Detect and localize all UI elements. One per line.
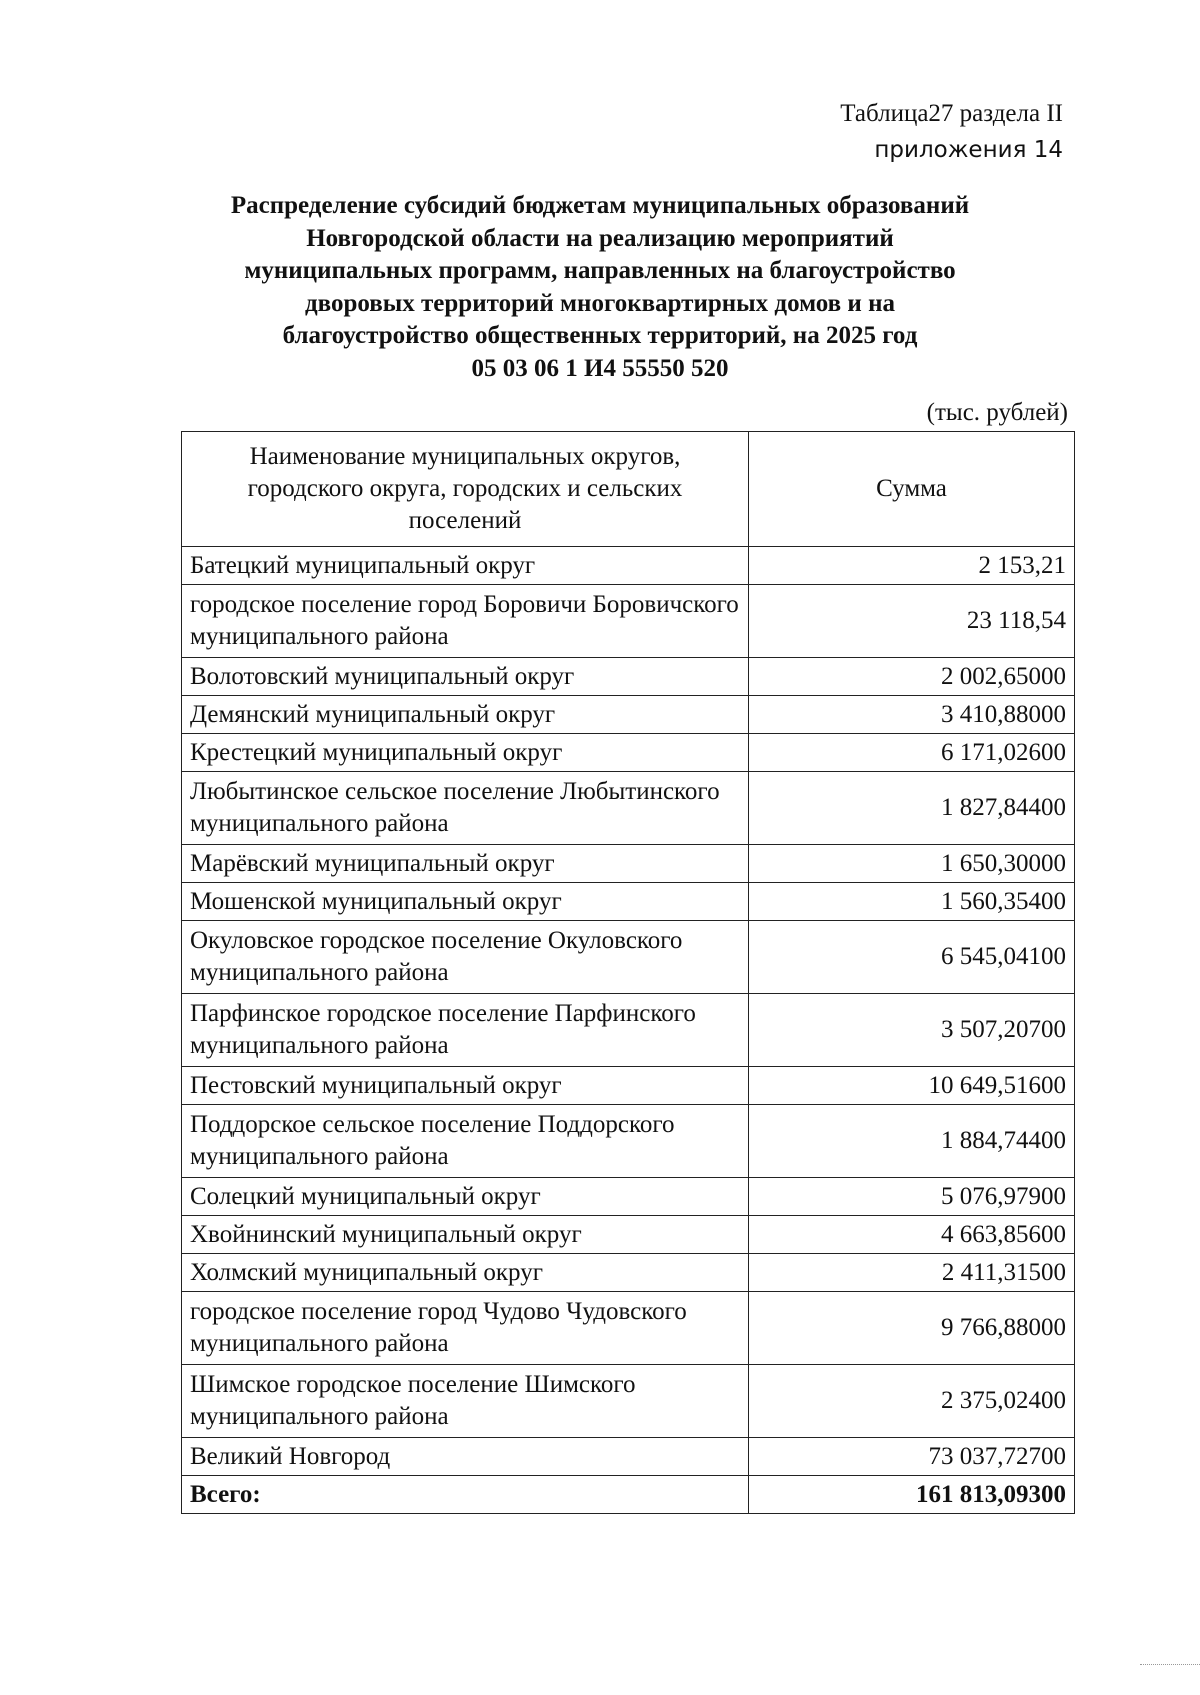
title-line: муниципальных программ, направленных на благоустройство xyxy=(244,257,956,284)
header-name: Наименование муниципальных округов, городского округа, городских и сельских поселений xyxy=(182,432,749,547)
row-name: Батецкий муниципальный округ xyxy=(182,547,749,585)
row-sum: 2 411,31500 xyxy=(749,1254,1075,1292)
title-line: Распределение субсидий бюджетам муниципальных образований xyxy=(230,192,970,219)
table-row xyxy=(182,772,1075,845)
table-row xyxy=(182,585,1075,658)
row-sum: 2 375,02400 xyxy=(749,1365,1075,1438)
table-header-row xyxy=(182,432,1075,547)
row-sum: 9 766,88000 xyxy=(749,1292,1075,1365)
total-row xyxy=(182,1476,1075,1514)
row-name: Великий Новгород xyxy=(182,1438,749,1476)
row-name: Волотовский муниципальный округ xyxy=(182,658,749,696)
row-sum: 1 560,35400 xyxy=(749,883,1075,921)
title-line: благоустройство общественных территорий, на 2025 год xyxy=(282,322,918,349)
table-reference xyxy=(840,96,1063,168)
row-name: Мошенской муниципальный округ xyxy=(182,883,749,921)
row-sum: 6 171,02600 xyxy=(749,734,1075,772)
row-sum: 1 650,30000 xyxy=(749,845,1075,883)
row-sum: 3 410,88000 xyxy=(749,696,1075,734)
row-name: Демянский муниципальный округ xyxy=(182,696,749,734)
title-line: дворовых территорий многоквартирных домов и на xyxy=(305,289,895,317)
table-row xyxy=(182,883,1075,921)
table-row xyxy=(182,1067,1075,1105)
row-name: Окуловское городское поселение Окуловского муниципального района xyxy=(182,921,749,994)
row-sum: 2 002,65000 xyxy=(749,658,1075,696)
table-row xyxy=(182,994,1075,1067)
table-row xyxy=(182,1216,1075,1254)
table-row xyxy=(182,1105,1075,1178)
title-line: Новгородской области на реализацию мероприятий xyxy=(306,224,894,252)
row-sum: 73 037,72700 xyxy=(749,1438,1075,1476)
row-name: городское поселение город Чудово Чудовского муниципального района xyxy=(182,1292,749,1365)
table-row xyxy=(182,1438,1075,1476)
row-name: Любытинское сельское поселение Любытинского муниципального района xyxy=(182,772,749,845)
row-name: Поддорское сельское поселение Поддорского муниципального района xyxy=(182,1105,749,1178)
scan-artifact xyxy=(1140,1664,1200,1666)
row-sum: 1 884,74400 xyxy=(749,1105,1075,1178)
units-label: (тыс. рублей) xyxy=(926,399,1068,426)
table-row xyxy=(182,547,1075,585)
row-sum: 6 545,04100 xyxy=(749,921,1075,994)
table-row xyxy=(182,658,1075,696)
reference-line-1: Таблица27 раздела II xyxy=(840,100,1063,127)
document-title xyxy=(150,190,1050,385)
table-row xyxy=(182,696,1075,734)
row-name: Марёвский муниципальный округ xyxy=(182,845,749,883)
reference-line-2: приложения 14 xyxy=(874,137,1063,163)
subsidy-table xyxy=(181,431,1075,1514)
header-sum: Сумма xyxy=(749,432,1075,547)
row-sum: 1 827,84400 xyxy=(749,772,1075,845)
row-name: Пестовский муниципальный округ xyxy=(182,1067,749,1105)
row-name: городское поселение город Боровичи Боровичского муниципального района xyxy=(182,585,749,658)
row-sum: 5 076,97900 xyxy=(749,1178,1075,1216)
row-sum: 2 153,21 xyxy=(749,547,1075,585)
budget-code: 05 03 06 1 И4 55550 520 xyxy=(471,354,729,382)
row-sum: 3 507,20700 xyxy=(749,994,1075,1067)
table-row xyxy=(182,734,1075,772)
row-name: Холмский муниципальный округ xyxy=(182,1254,749,1292)
table-row xyxy=(182,1365,1075,1438)
total-sum: 161 813,09300 xyxy=(749,1476,1075,1514)
table-row xyxy=(182,921,1075,994)
row-name: Крестецкий муниципальный округ xyxy=(182,734,749,772)
table-row xyxy=(182,1178,1075,1216)
row-sum: 10 649,51600 xyxy=(749,1067,1075,1105)
table-row xyxy=(182,845,1075,883)
row-name: Хвойнинский муниципальный округ xyxy=(182,1216,749,1254)
table-row xyxy=(182,1254,1075,1292)
row-name: Солецкий муниципальный округ xyxy=(182,1178,749,1216)
row-name: Шимское городское поселение Шимского муниципального района xyxy=(182,1365,749,1438)
row-name: Парфинское городское поселение Парфинского муниципального района xyxy=(182,994,749,1067)
row-sum: 23 118,54 xyxy=(749,585,1075,658)
total-label: Всего: xyxy=(182,1476,749,1514)
row-sum: 4 663,85600 xyxy=(749,1216,1075,1254)
table-row xyxy=(182,1292,1075,1365)
